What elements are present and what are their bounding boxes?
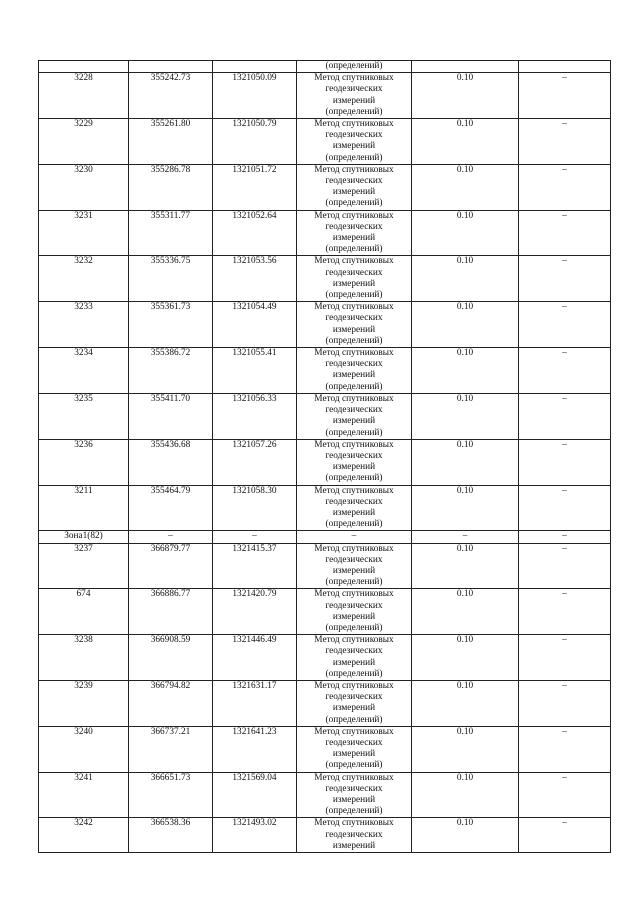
- cell-method: [297, 772, 412, 818]
- cell-y: 1321420.79: [213, 589, 297, 635]
- cell-accuracy: 0.10: [412, 73, 519, 119]
- method-line: (определений): [325, 427, 383, 438]
- cell-y: 1321050.79: [213, 119, 297, 165]
- method-line: Метод спутниковых: [314, 256, 394, 267]
- coordinates-table-body: [39, 61, 611, 853]
- method-line: геодезических: [325, 84, 383, 95]
- table-row: [39, 210, 611, 256]
- method-line: измерений: [332, 565, 376, 576]
- method-line: Метод спутниковых: [314, 210, 394, 221]
- cell-accuracy: 0.10: [412, 210, 519, 256]
- cell-y: 1321631.17: [213, 680, 297, 726]
- cell-point-number: 3241: [39, 772, 129, 818]
- table-row: [39, 348, 611, 394]
- cell-y: 1321056.33: [213, 393, 297, 439]
- cell-point-number: 3234: [39, 348, 129, 394]
- cell-point-number: 3237: [39, 543, 129, 589]
- cell-note: –: [519, 348, 611, 394]
- method-line: Метод спутниковых: [314, 73, 394, 84]
- method-line: измерений: [332, 187, 376, 198]
- cell-y: 1321057.26: [213, 439, 297, 485]
- table-row: [39, 302, 611, 348]
- method-line: измерений: [332, 462, 376, 473]
- cell-method: [297, 635, 412, 681]
- cell-note: –: [519, 589, 611, 635]
- cell-accuracy: 0.10: [412, 485, 519, 531]
- method-line: геодезических: [325, 267, 383, 278]
- method-line: измерений: [332, 749, 376, 760]
- cell-method: [297, 256, 412, 302]
- method-line: геодезических: [325, 600, 383, 611]
- method-line: (определений): [325, 622, 383, 633]
- cell-y: 1321052.64: [213, 210, 297, 256]
- method-line: геодезических: [325, 130, 383, 141]
- method-line: измерений: [332, 370, 376, 381]
- cell-y: [213, 61, 297, 73]
- cell-point-number: 3230: [39, 164, 129, 210]
- method-line: Метод спутниковых: [314, 589, 394, 600]
- table-row: [39, 256, 611, 302]
- cell-accuracy: 0.10: [412, 393, 519, 439]
- method-line: измерений: [332, 141, 376, 152]
- method-line: геодезических: [325, 554, 383, 565]
- method-line: геодезических: [325, 176, 383, 187]
- cell-y: 1321053.56: [213, 256, 297, 302]
- cell-method: [297, 439, 412, 485]
- cell-method: [297, 210, 412, 256]
- cell-x: 355411.70: [129, 393, 213, 439]
- table-row: [39, 485, 611, 531]
- method-line: Метод спутниковых: [314, 726, 394, 737]
- cell-method: [297, 485, 412, 531]
- cell-x: –: [129, 531, 213, 543]
- method-line: геодезических: [325, 450, 383, 461]
- table-row: [39, 164, 611, 210]
- method-line: измерений: [332, 324, 376, 335]
- method-line: Метод спутниковых: [314, 680, 394, 691]
- method-line: измерений: [332, 657, 376, 668]
- cell-note: –: [519, 543, 611, 589]
- cell-x: 366908.59: [129, 635, 213, 681]
- cell-point-number: 3229: [39, 119, 129, 165]
- method-line: (определений): [325, 760, 383, 771]
- cell-x: 355286.78: [129, 164, 213, 210]
- cell-x: 355242.73: [129, 73, 213, 119]
- method-line: (определений): [325, 244, 383, 255]
- method-line: геодезических: [325, 221, 383, 232]
- cell-accuracy: 0.10: [412, 635, 519, 681]
- method-line: геодезических: [325, 313, 383, 324]
- method-line: Метод спутниковых: [314, 348, 394, 359]
- table-row: [39, 543, 611, 589]
- continuation-row: [39, 61, 611, 73]
- cell-note: –: [519, 635, 611, 681]
- cell-point-number: Зона1(82): [39, 531, 129, 543]
- method-line: Метод спутниковых: [314, 302, 394, 313]
- cell-accuracy: 0.10: [412, 726, 519, 772]
- cell-method: [297, 543, 412, 589]
- coordinates-table: [38, 60, 611, 853]
- cell-method: [297, 73, 412, 119]
- table-row: [39, 772, 611, 818]
- cell-accuracy: –: [412, 531, 519, 543]
- cell-note: –: [519, 302, 611, 348]
- cell-accuracy: 0.10: [412, 348, 519, 394]
- method-line: (определений): [325, 106, 383, 117]
- cell-x: 355361.73: [129, 302, 213, 348]
- cell-method: [297, 393, 412, 439]
- cell-accuracy: 0.10: [412, 256, 519, 302]
- method-line: геодезических: [325, 496, 383, 507]
- table-row: [39, 589, 611, 635]
- method-line: геодезических: [325, 829, 383, 840]
- cell-y: 1321641.23: [213, 726, 297, 772]
- cell-x: 355311.77: [129, 210, 213, 256]
- cell-note: –: [519, 73, 611, 119]
- cell-accuracy: 0.10: [412, 818, 519, 853]
- cell-note: –: [519, 119, 611, 165]
- method-line: Метод спутниковых: [314, 543, 394, 554]
- table-row: [39, 73, 611, 119]
- cell-y: 1321051.72: [213, 164, 297, 210]
- cell-x: 366794.82: [129, 680, 213, 726]
- cell-accuracy: [412, 61, 519, 73]
- method-line: (определений): [325, 473, 383, 484]
- cell-note: –: [519, 772, 611, 818]
- cell-point-number: 3235: [39, 393, 129, 439]
- method-line: (определений): [325, 152, 383, 163]
- cell-y: 1321055.41: [213, 348, 297, 394]
- cell-y: 1321058.30: [213, 485, 297, 531]
- method-line: Метод спутниковых: [314, 818, 394, 829]
- cell-x: 366737.21: [129, 726, 213, 772]
- cell-point-number: 3242: [39, 818, 129, 853]
- method-line: геодезических: [325, 737, 383, 748]
- table-row: [39, 393, 611, 439]
- table-row: [39, 818, 611, 853]
- cell-note: –: [519, 485, 611, 531]
- cell-y: 1321493.02: [213, 818, 297, 853]
- method-line: (определений): [325, 290, 383, 301]
- method-line: измерений: [332, 233, 376, 244]
- method-line: измерений: [332, 507, 376, 518]
- method-line: Метод спутниковых: [314, 485, 394, 496]
- method-line: (определений): [325, 577, 383, 588]
- table-row: [39, 635, 611, 681]
- table-row: [39, 119, 611, 165]
- cell-x: 366538.36: [129, 818, 213, 853]
- cell-x: 355336.75: [129, 256, 213, 302]
- method-line: измерений: [332, 611, 376, 622]
- cell-accuracy: 0.10: [412, 680, 519, 726]
- cell-method: [297, 589, 412, 635]
- method-line: (определений): [325, 519, 383, 530]
- cell-y: 1321446.49: [213, 635, 297, 681]
- cell-y: 1321054.49: [213, 302, 297, 348]
- cell-note: –: [519, 818, 611, 853]
- cell-note: –: [519, 256, 611, 302]
- cell-point-number: [39, 61, 129, 73]
- method-line: Метод спутниковых: [314, 772, 394, 783]
- cell-note: –: [519, 680, 611, 726]
- table-row: [39, 439, 611, 485]
- cell-method: [297, 164, 412, 210]
- cell-x: 366879.77: [129, 543, 213, 589]
- method-line: (определений): [325, 714, 383, 725]
- cell-point-number: 3228: [39, 73, 129, 119]
- cell-x: 355261.80: [129, 119, 213, 165]
- cell-point-number: 3233: [39, 302, 129, 348]
- cell-point-number: 3238: [39, 635, 129, 681]
- cell-accuracy: 0.10: [412, 589, 519, 635]
- method-line: (определений): [325, 668, 383, 679]
- cell-x: 355436.68: [129, 439, 213, 485]
- method-line: геодезических: [325, 405, 383, 416]
- cell-note: [519, 61, 611, 73]
- table-row: [39, 726, 611, 772]
- method-line: измерений: [332, 416, 376, 427]
- cell-note: –: [519, 393, 611, 439]
- cell-accuracy: 0.10: [412, 439, 519, 485]
- cell-method: [297, 680, 412, 726]
- method-line: (определений): [325, 335, 383, 346]
- zone-row: [39, 531, 611, 543]
- cell-point-number: 3232: [39, 256, 129, 302]
- cell-point-number: 3240: [39, 726, 129, 772]
- cell-x: [129, 61, 213, 73]
- method-line: Метод спутниковых: [314, 119, 394, 130]
- method-line: измерений: [332, 703, 376, 714]
- method-line: геодезических: [325, 646, 383, 657]
- method-line: измерений: [332, 278, 376, 289]
- cell-point-number: 3236: [39, 439, 129, 485]
- cell-x: 366651.73: [129, 772, 213, 818]
- cell-y: 1321415.37: [213, 543, 297, 589]
- method-line: Метод спутниковых: [314, 164, 394, 175]
- cell-accuracy: 0.10: [412, 772, 519, 818]
- method-line: геодезических: [325, 359, 383, 370]
- method-line: измерений: [332, 795, 376, 805]
- method-line: измерений: [332, 840, 376, 851]
- cell-accuracy: 0.10: [412, 119, 519, 165]
- cell-method: [297, 726, 412, 772]
- cell-method: [297, 818, 412, 853]
- cell-note: –: [519, 164, 611, 210]
- cell-accuracy: 0.10: [412, 164, 519, 210]
- cell-y: –: [213, 531, 297, 543]
- cell-method: [297, 348, 412, 394]
- table-row: [39, 680, 611, 726]
- cell-x: 355464.79: [129, 485, 213, 531]
- cell-y: 1321050.09: [213, 73, 297, 119]
- cell-method: [297, 302, 412, 348]
- cell-x: 355386.72: [129, 348, 213, 394]
- cell-accuracy: 0.10: [412, 302, 519, 348]
- cell-note: –: [519, 210, 611, 256]
- cell-y: 1321569.04: [213, 772, 297, 818]
- cell-note: –: [519, 439, 611, 485]
- cell-method: [297, 119, 412, 165]
- cell-point-number: 3239: [39, 680, 129, 726]
- method-line: Метод спутниковых: [314, 635, 394, 646]
- cell-point-number: 674: [39, 589, 129, 635]
- method-line: –: [351, 531, 357, 542]
- cell-method: [297, 531, 412, 543]
- method-line: (определений): [325, 381, 383, 392]
- cell-x: 366886.77: [129, 589, 213, 635]
- cell-method: (определений): [297, 61, 412, 73]
- method-line: геодезических: [325, 692, 383, 703]
- method-line: Метод спутниковых: [314, 439, 394, 450]
- cell-point-number: 3211: [39, 485, 129, 531]
- cell-note: –: [519, 726, 611, 772]
- method-line: измерений: [332, 95, 376, 106]
- method-line: (определений): [325, 198, 383, 209]
- method-line: геодезических: [325, 783, 383, 794]
- cell-note: –: [519, 531, 611, 543]
- method-line: Метод спутниковых: [314, 393, 394, 404]
- cell-point-number: 3231: [39, 210, 129, 256]
- cell-accuracy: 0.10: [412, 543, 519, 589]
- method-line: (определений): [325, 806, 383, 817]
